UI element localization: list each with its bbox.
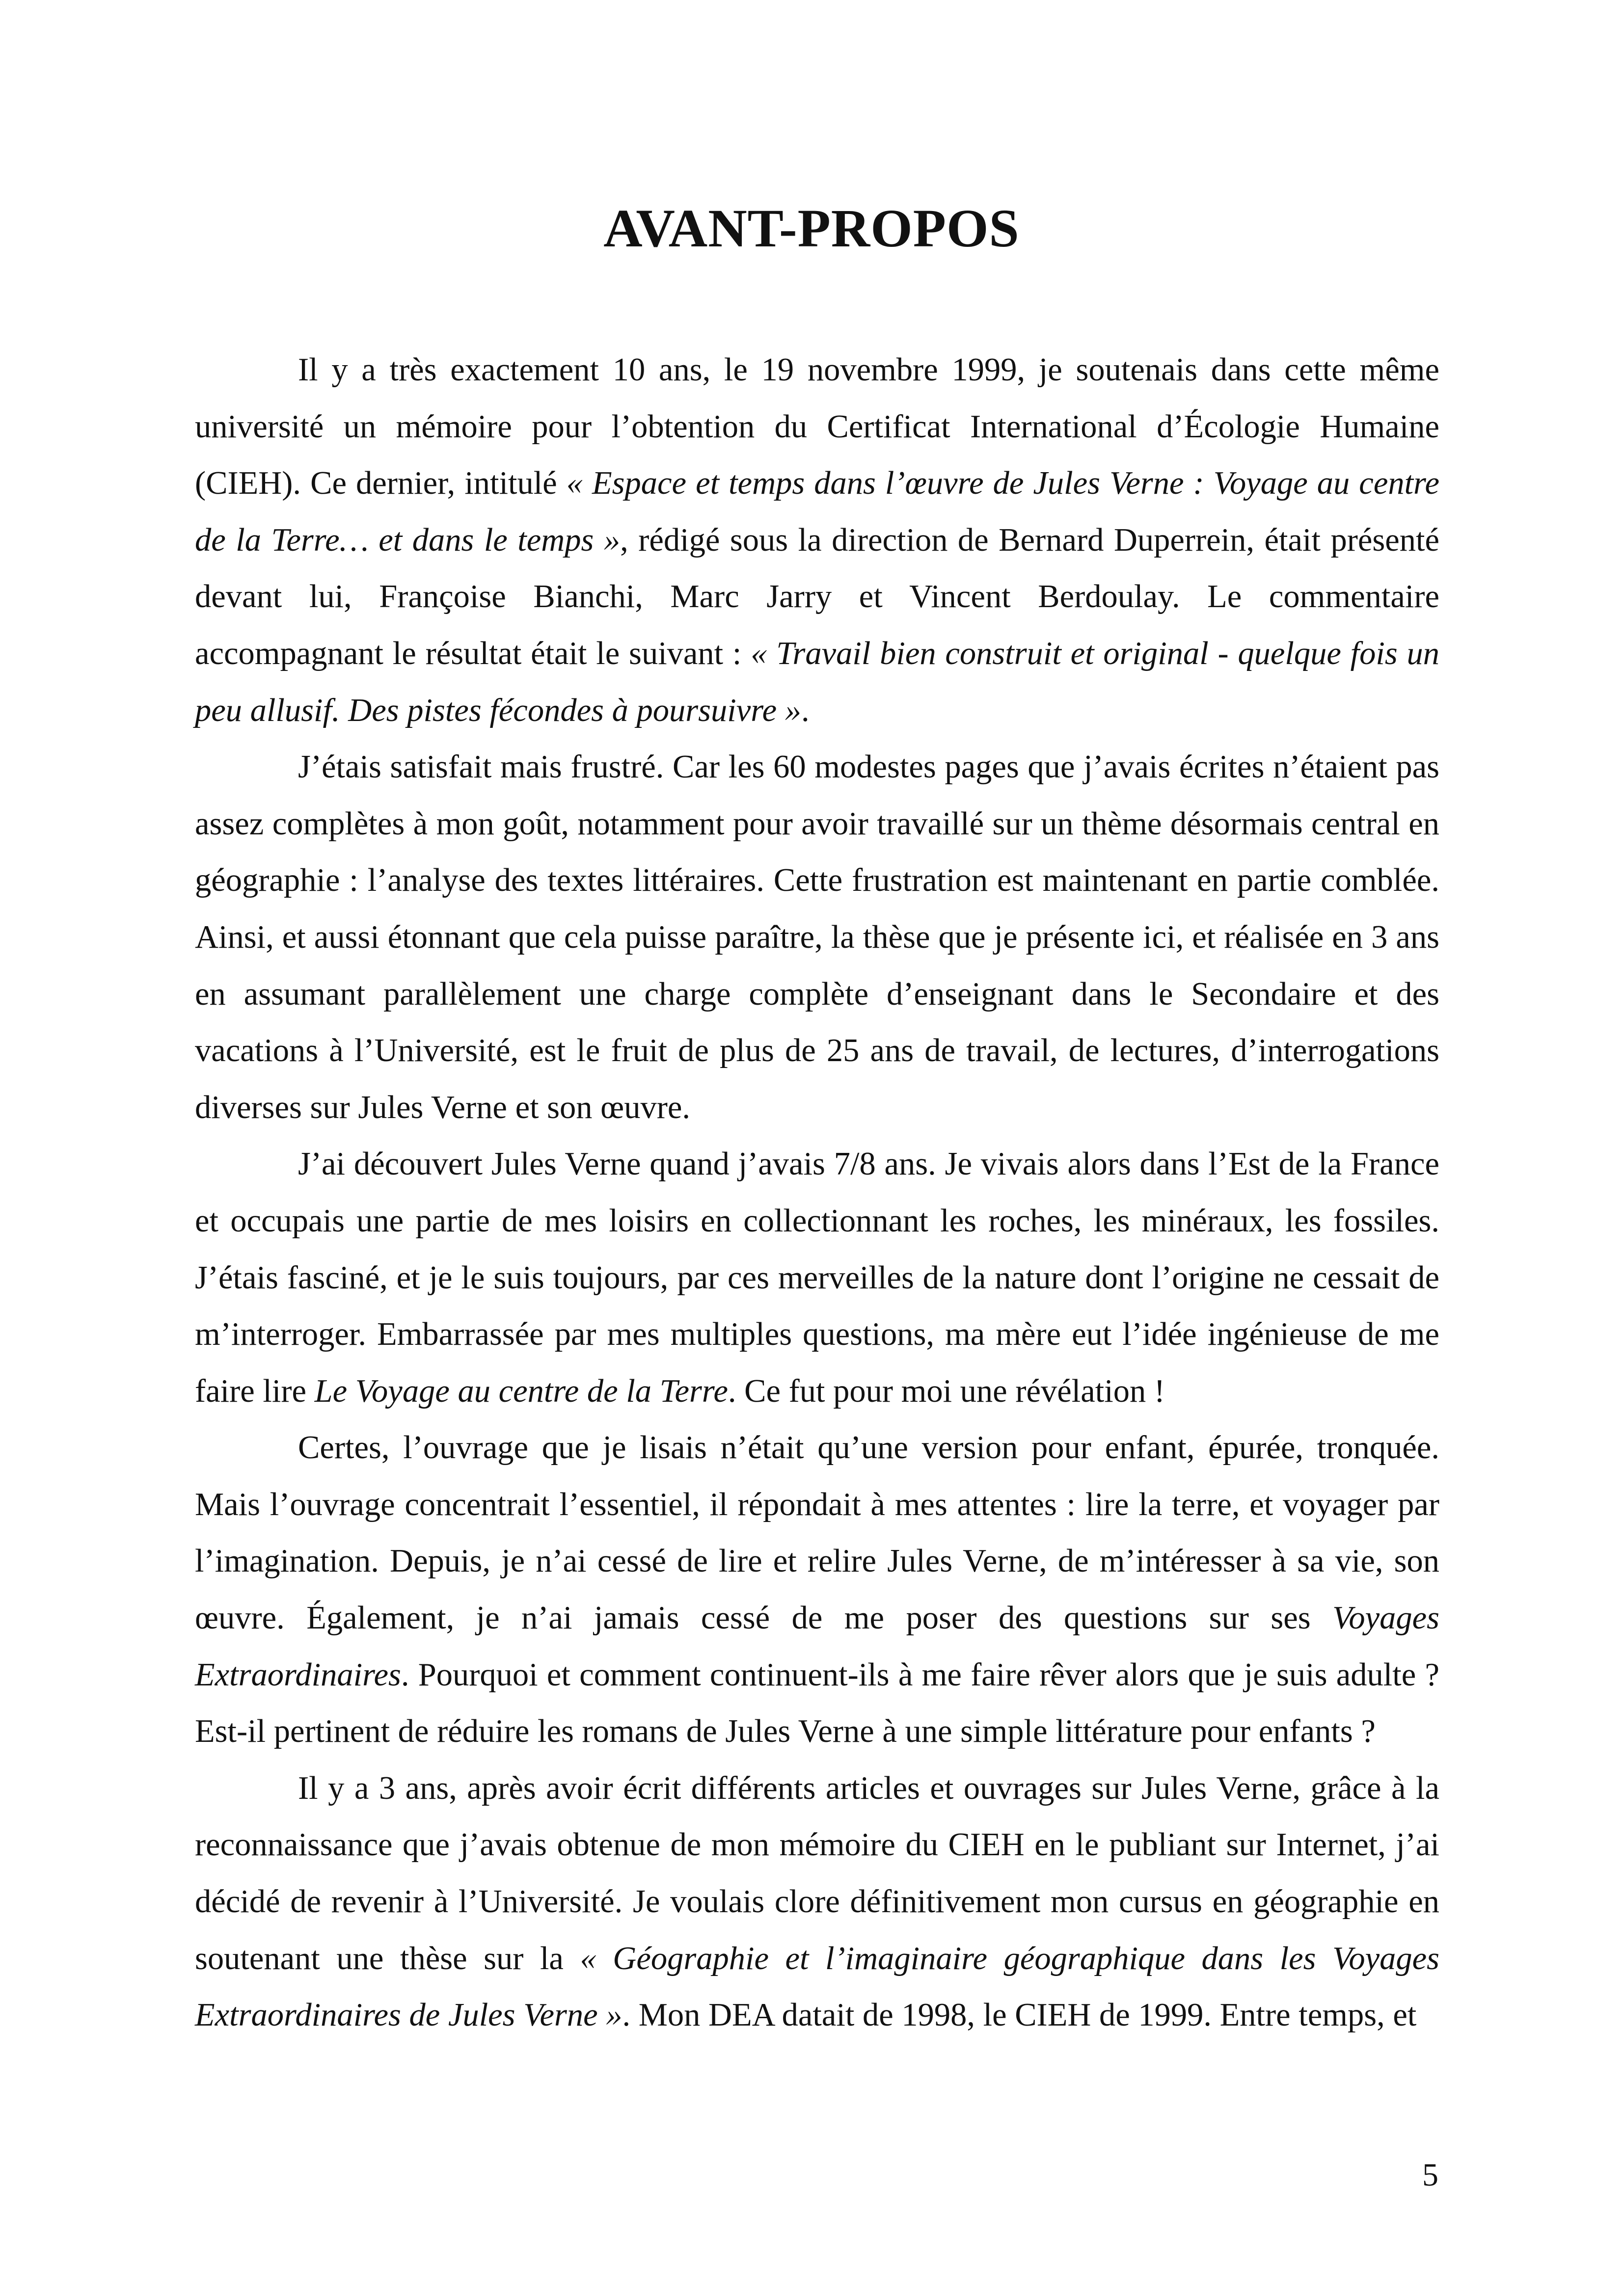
paragraph-5	[195, 1760, 1439, 2044]
paragraph-3	[195, 1136, 1439, 1419]
text-run: J’étais satisfait mais frustré. Car les 60 modestes pages que j’avais écrites n’étaient pas assez complètes à mon goût, notamment pour avoir travaillé sur un thème désormais central en géographie : l’analyse des textes littéraires. Cette frustration est maintenant en partie comblée. Ainsi, et aussi étonnant que cela puisse paraître, la thèse que je présente ici, et réalisée en 3 ans en assumant parallèlement une charge complète d’enseignant dans le Secondaire et des vacations à l’Université, est le fruit de plus de 25 ans de travail, de lectures, d’interrogations diverses sur Jules Verne et son œuvre.	[195, 749, 1439, 1125]
text-run: . Pourquoi et comment continuent-ils à me faire rêver alors que je suis adulte ? Est-il pertinent de réduire les romans de Jules Verne à une simple littérature pour enfants ?	[195, 1656, 1439, 1750]
body-text	[195, 342, 1439, 2044]
text-run: Il y a très exactement 10 ans, le 19 novembre 1999, je soutenais dans cette même université un mémoire pour l’obtention du Certificat International d’Écologie Humaine (CIEH). Ce dernier, intitulé	[195, 352, 1439, 502]
text-run: , rédigé sous la direction de Bernard Duperrein, était présenté devant lui, Françoise Bianchi, Marc Jarry et Vincent Berdoulay. Le commentaire accompagnant le résultat était le suivant :	[195, 522, 1439, 671]
paragraph-4	[195, 1419, 1439, 1760]
page-title: AVANT-PROPOS	[603, 198, 1020, 258]
text-run: Certes, l’ouvrage que je lisais n’était qu’une version pour enfant, épurée, tronquée. Mais l’ouvrage concentrait l’essentiel, il répondait à mes attentes : lire la terre, et voyager par l’imagination. Depuis, je n’ai cessé de lire et relire Jules Verne, de m’intéresser à sa vie, son œuvre. Également, je n’ai jamais cessé de me poser des questions sur ses	[195, 1430, 1439, 1636]
italic-quote: « Géographie et l’imaginaire géographique dans les Voyages Extraordinaires de Jules Verne »	[195, 1940, 1440, 2033]
text-run: .	[801, 692, 810, 728]
paragraph-1	[195, 342, 1439, 739]
text-run: . Mon DEA datait de 1998, le CIEH de 1999. Entre temps, et	[622, 1997, 1417, 2033]
text-run: . Ce fut pour moi une révélation !	[728, 1373, 1165, 1409]
page-number: 5	[1422, 2157, 1438, 2193]
paragraph-2	[195, 739, 1439, 1136]
italic-quote: « Travail bien construit et original - quelque fois un peu allusif. Des pistes fécondes à poursuivre »	[195, 635, 1440, 728]
italic-book-title: Voyages Extraordinaires	[195, 1600, 1439, 1693]
italic-book-title: Le Voyage au centre de la Terre	[314, 1373, 728, 1409]
italic-quote: « Espace et temps dans l’œuvre de Jules Verne : Voyage au centre de la Terre… et dans le temps »	[195, 465, 1439, 558]
text-run: Il y a 3 ans, après avoir écrit différents articles et ouvrages sur Jules Verne, grâce à la reconnaissance que j’avais obtenue de mon mémoire du CIEH en le publiant sur Internet, j’ai décidé de revenir à l’Université. Je voulais clore définitivement mon cursus en géographie en soutenant une thèse sur la	[195, 1770, 1439, 1976]
text-run: J’ai découvert Jules Verne quand j’avais 7/8 ans. Je vivais alors dans l’Est de la France et occupais une partie de mes loisirs en collectionnant les roches, les minéraux, les fossiles. J’étais fasciné, et je le suis toujours, par ces merveilles de la nature dont l’origine ne cessait de m’interroger. Embarrassée par mes multiples questions, ma mère eut l’idée ingénieuse de me faire lire	[195, 1146, 1439, 1409]
